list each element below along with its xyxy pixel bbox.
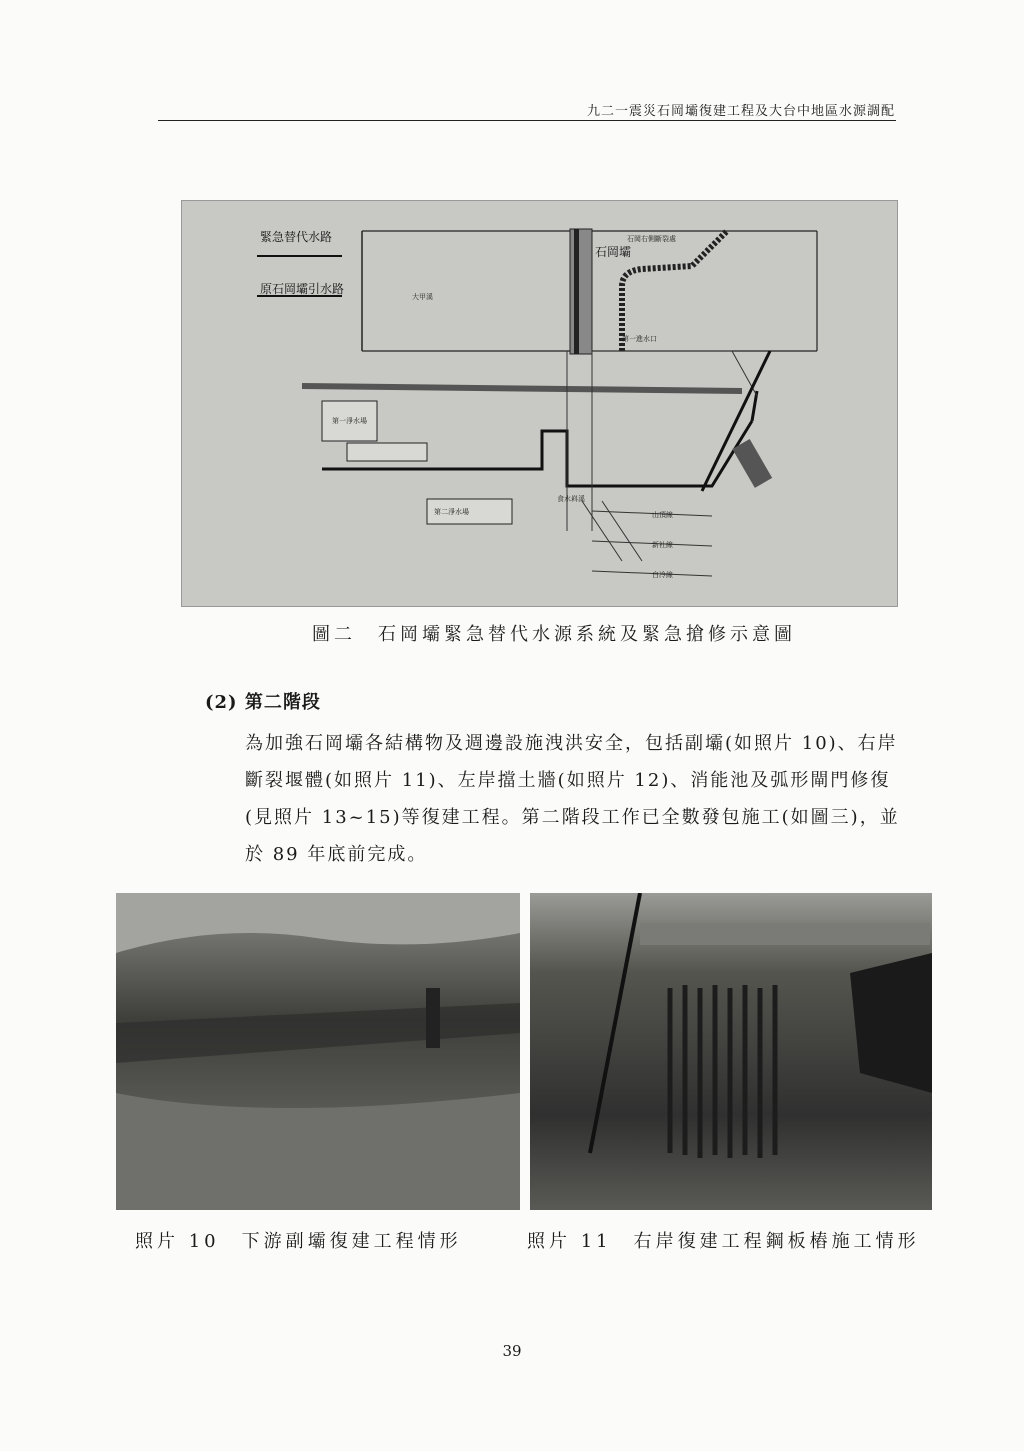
section-paragraph: 為加強石岡壩各結構物及週邊設施洩洪安全，包括副壩(如照片 10)、右岸斷裂堰體(如照片 11)、左岸擋土牆(如照片 12)、消能池及弧形閘門修復(見照片 13~15)等復建工程。第二階段工作已全數發包施工(如圖三)，並於 89 年底前完成。 bbox=[245, 733, 900, 865]
label-valve-line: 山頂線 bbox=[652, 511, 673, 519]
legend-emergency-route: 緊急替代水路 bbox=[260, 230, 333, 244]
label-intake: 第一進水口 bbox=[622, 335, 657, 343]
header-rule bbox=[158, 120, 896, 121]
page-number: 39 bbox=[502, 1342, 522, 1360]
label-dam-name: 石岡壩 bbox=[595, 245, 632, 259]
label-dajia-river: 大甲溪 bbox=[412, 293, 433, 301]
legend-original-route: 原石岡壩引水路 bbox=[260, 282, 345, 296]
label-xinshe-line: 新社線 bbox=[652, 541, 673, 549]
section-heading: (2) 第二階段 bbox=[205, 692, 321, 713]
running-header: 九二一震災石岡壩復建工程及大台中地區水源調配 bbox=[586, 104, 895, 119]
label-first-water-plant: 第一淨水場 bbox=[332, 417, 367, 425]
figure-2-diagram bbox=[181, 200, 898, 607]
label-shiwei-creek: 食水嵙溪 bbox=[557, 495, 585, 503]
figure-2-caption: 圖二 石岡壩緊急替代水源系統及緊急搶修示意圖 bbox=[312, 624, 796, 645]
photo-11 bbox=[530, 893, 932, 1210]
label-baileng-line: 白冷線 bbox=[652, 571, 673, 579]
label-second-water-plant: 第二淨水場 bbox=[434, 508, 469, 516]
photo-10-caption: 照片 10 下游副壩復建工程情形 bbox=[135, 1231, 462, 1252]
photo-11-caption: 照片 11 右岸復建工程鋼板樁施工情形 bbox=[527, 1231, 920, 1252]
photo-10 bbox=[116, 893, 520, 1210]
label-shikang-break: 石岡右側斷裂處 bbox=[627, 235, 676, 243]
